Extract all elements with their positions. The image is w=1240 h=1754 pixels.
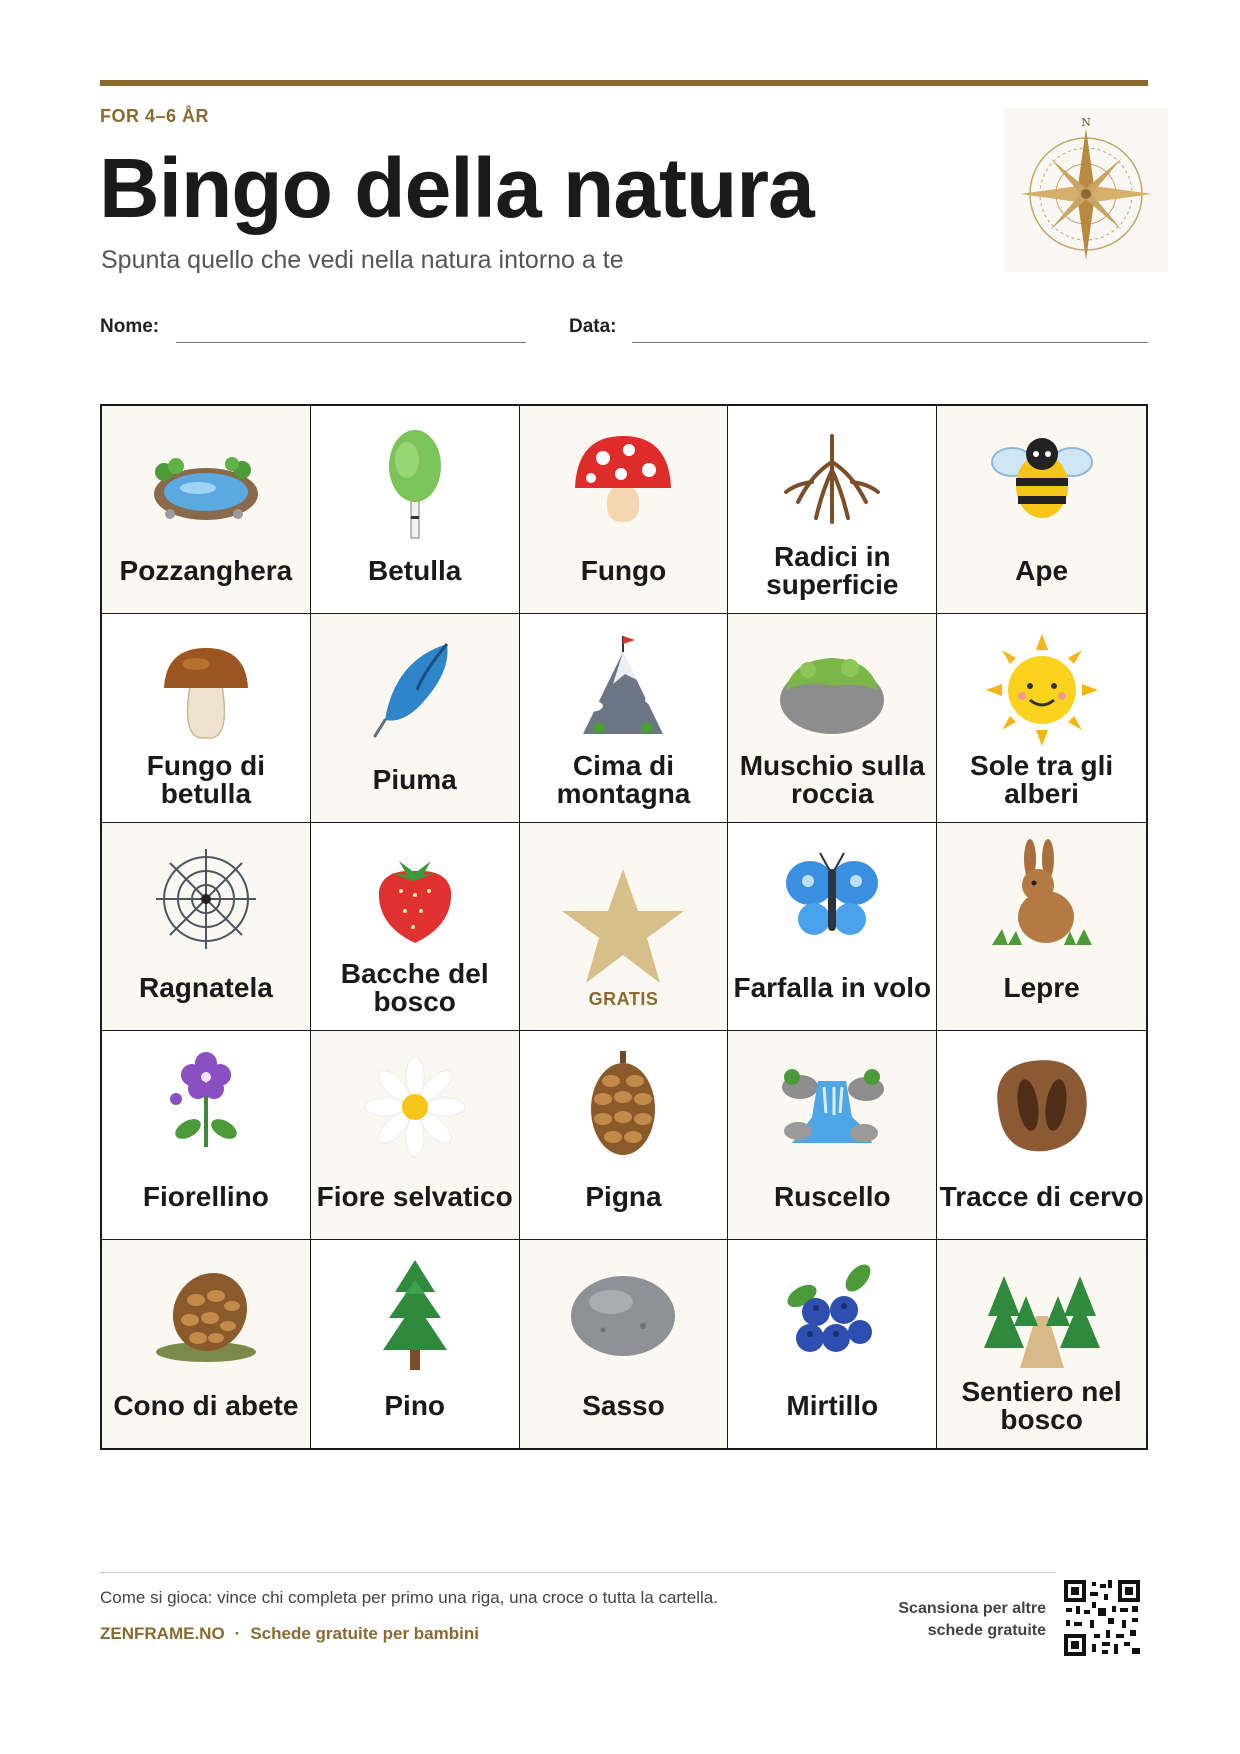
cell-label: Sole tra gli alberi <box>970 749 1114 809</box>
bingo-cell[interactable] <box>311 614 520 822</box>
cell-label: Piuma <box>372 763 457 795</box>
cell-label: Tracce di cervo <box>939 1180 1144 1212</box>
compass-north-label: N <box>1081 116 1091 129</box>
cell-label: Cima di montagna <box>556 749 691 809</box>
cell-label: Sentiero nel bosco <box>961 1375 1122 1435</box>
cell-label: Mirtillo <box>786 1389 879 1421</box>
roots-icon <box>772 422 892 542</box>
blueberry-icon <box>772 1256 892 1376</box>
cell-label: Pino <box>384 1389 446 1421</box>
pine-tree-icon <box>355 1256 475 1376</box>
daisy-icon <box>355 1047 475 1167</box>
cell-label: Bacche del bosco <box>340 958 489 1018</box>
bingo-cell[interactable] <box>311 406 520 614</box>
cell-label: Fiore selvatico <box>316 1180 513 1212</box>
cell-label: Fiorellino <box>142 1180 269 1212</box>
mossy-rock-icon <box>772 630 892 750</box>
cell-label: Pigna <box>585 1180 662 1212</box>
cell-label: Betulla <box>368 555 462 587</box>
pinecone-icon <box>563 1047 683 1167</box>
bingo-grid <box>100 404 1148 1450</box>
qr-code-icon[interactable] <box>1062 1578 1142 1658</box>
free-cell[interactable] <box>520 823 729 1031</box>
deer-track-icon <box>982 1047 1102 1167</box>
page-title: Bingo della natura <box>99 141 814 235</box>
cell-label: Ruscello <box>773 1180 891 1212</box>
date-field[interactable] <box>632 342 1148 343</box>
how-to-play: Come si gioca: vince chi completa per primo una riga, una croce o tutta la cartella. <box>100 1588 718 1607</box>
bingo-cell[interactable] <box>728 614 937 822</box>
free-label: GRATIS <box>588 989 659 1010</box>
cell-label: Ape <box>1015 555 1069 587</box>
bingo-cell[interactable] <box>937 1240 1146 1448</box>
spiderweb-icon <box>146 839 266 959</box>
bingo-cell[interactable] <box>311 1031 520 1239</box>
bingo-cell[interactable] <box>102 1240 311 1448</box>
butterfly-icon <box>772 839 892 959</box>
name-field[interactable] <box>176 342 526 343</box>
bingo-cell[interactable] <box>102 406 311 614</box>
strawberry-icon <box>355 839 475 959</box>
stream-icon <box>772 1047 892 1167</box>
cell-label: Radici in superficie <box>766 541 899 601</box>
bingo-cell[interactable] <box>728 823 937 1031</box>
bingo-cell[interactable] <box>937 614 1146 822</box>
bolete-icon <box>146 630 266 750</box>
sun-icon <box>982 630 1102 750</box>
spruce-cone-icon <box>146 1256 266 1376</box>
date-label: Data: <box>569 316 617 337</box>
top-rule <box>100 80 1148 86</box>
compass-icon <box>1004 108 1168 272</box>
brand-tagline: Schede gratuite per bambini <box>250 1624 479 1643</box>
cell-label: Sasso <box>582 1389 665 1421</box>
bingo-cell[interactable] <box>937 406 1146 614</box>
page-subtitle: Spunta quello che vedi nella natura intorno a te <box>101 246 624 274</box>
cell-label: Cono di abete <box>113 1389 299 1421</box>
toadstool-icon <box>563 422 683 542</box>
brand-name[interactable]: ZENFRAME.NO <box>100 1624 225 1643</box>
bingo-cell[interactable] <box>311 823 520 1031</box>
brand-separator: · <box>234 1624 241 1643</box>
violet-icon <box>146 1047 266 1167</box>
cell-label: Muschio sulla roccia <box>739 749 925 809</box>
name-label: Nome: <box>100 316 160 337</box>
footer-divider <box>100 1572 1056 1573</box>
forest-path-icon <box>982 1256 1102 1376</box>
cell-label: Fungo <box>580 555 667 587</box>
bingo-cell[interactable] <box>520 614 729 822</box>
age-tag: FOR 4–6 ÅR <box>100 106 210 126</box>
bingo-cell[interactable] <box>728 1031 937 1239</box>
cell-label: Lepre <box>1003 972 1080 1004</box>
brand-line <box>100 1624 479 1644</box>
bingo-cell[interactable] <box>102 614 311 822</box>
bingo-cell[interactable] <box>311 1240 520 1448</box>
bingo-cell[interactable] <box>728 406 937 614</box>
cell-label: Farfalla in volo <box>733 972 932 1004</box>
bingo-cell[interactable] <box>520 1240 729 1448</box>
bingo-cell[interactable] <box>937 823 1146 1031</box>
mountain-icon <box>563 630 683 750</box>
cell-label: Ragnatela <box>138 972 273 1004</box>
puddle-icon <box>146 422 266 542</box>
bingo-cell[interactable] <box>102 823 311 1031</box>
bingo-cell[interactable] <box>102 1031 311 1239</box>
bingo-cell[interactable] <box>520 406 729 614</box>
cell-label: Pozzanghera <box>119 555 293 587</box>
stone-icon <box>563 1256 683 1376</box>
cell-label: Fungo di betulla <box>146 749 265 809</box>
hare-icon <box>982 839 1102 959</box>
bingo-cell[interactable] <box>520 1031 729 1239</box>
birch-icon <box>355 422 475 542</box>
bingo-cell[interactable] <box>937 1031 1146 1239</box>
feather-icon <box>355 630 475 750</box>
bee-icon <box>982 422 1102 542</box>
scan-prompt: Scansiona per altre schede gratuite <box>898 1600 1046 1640</box>
star-icon <box>558 865 688 989</box>
bingo-cell[interactable] <box>728 1240 937 1448</box>
